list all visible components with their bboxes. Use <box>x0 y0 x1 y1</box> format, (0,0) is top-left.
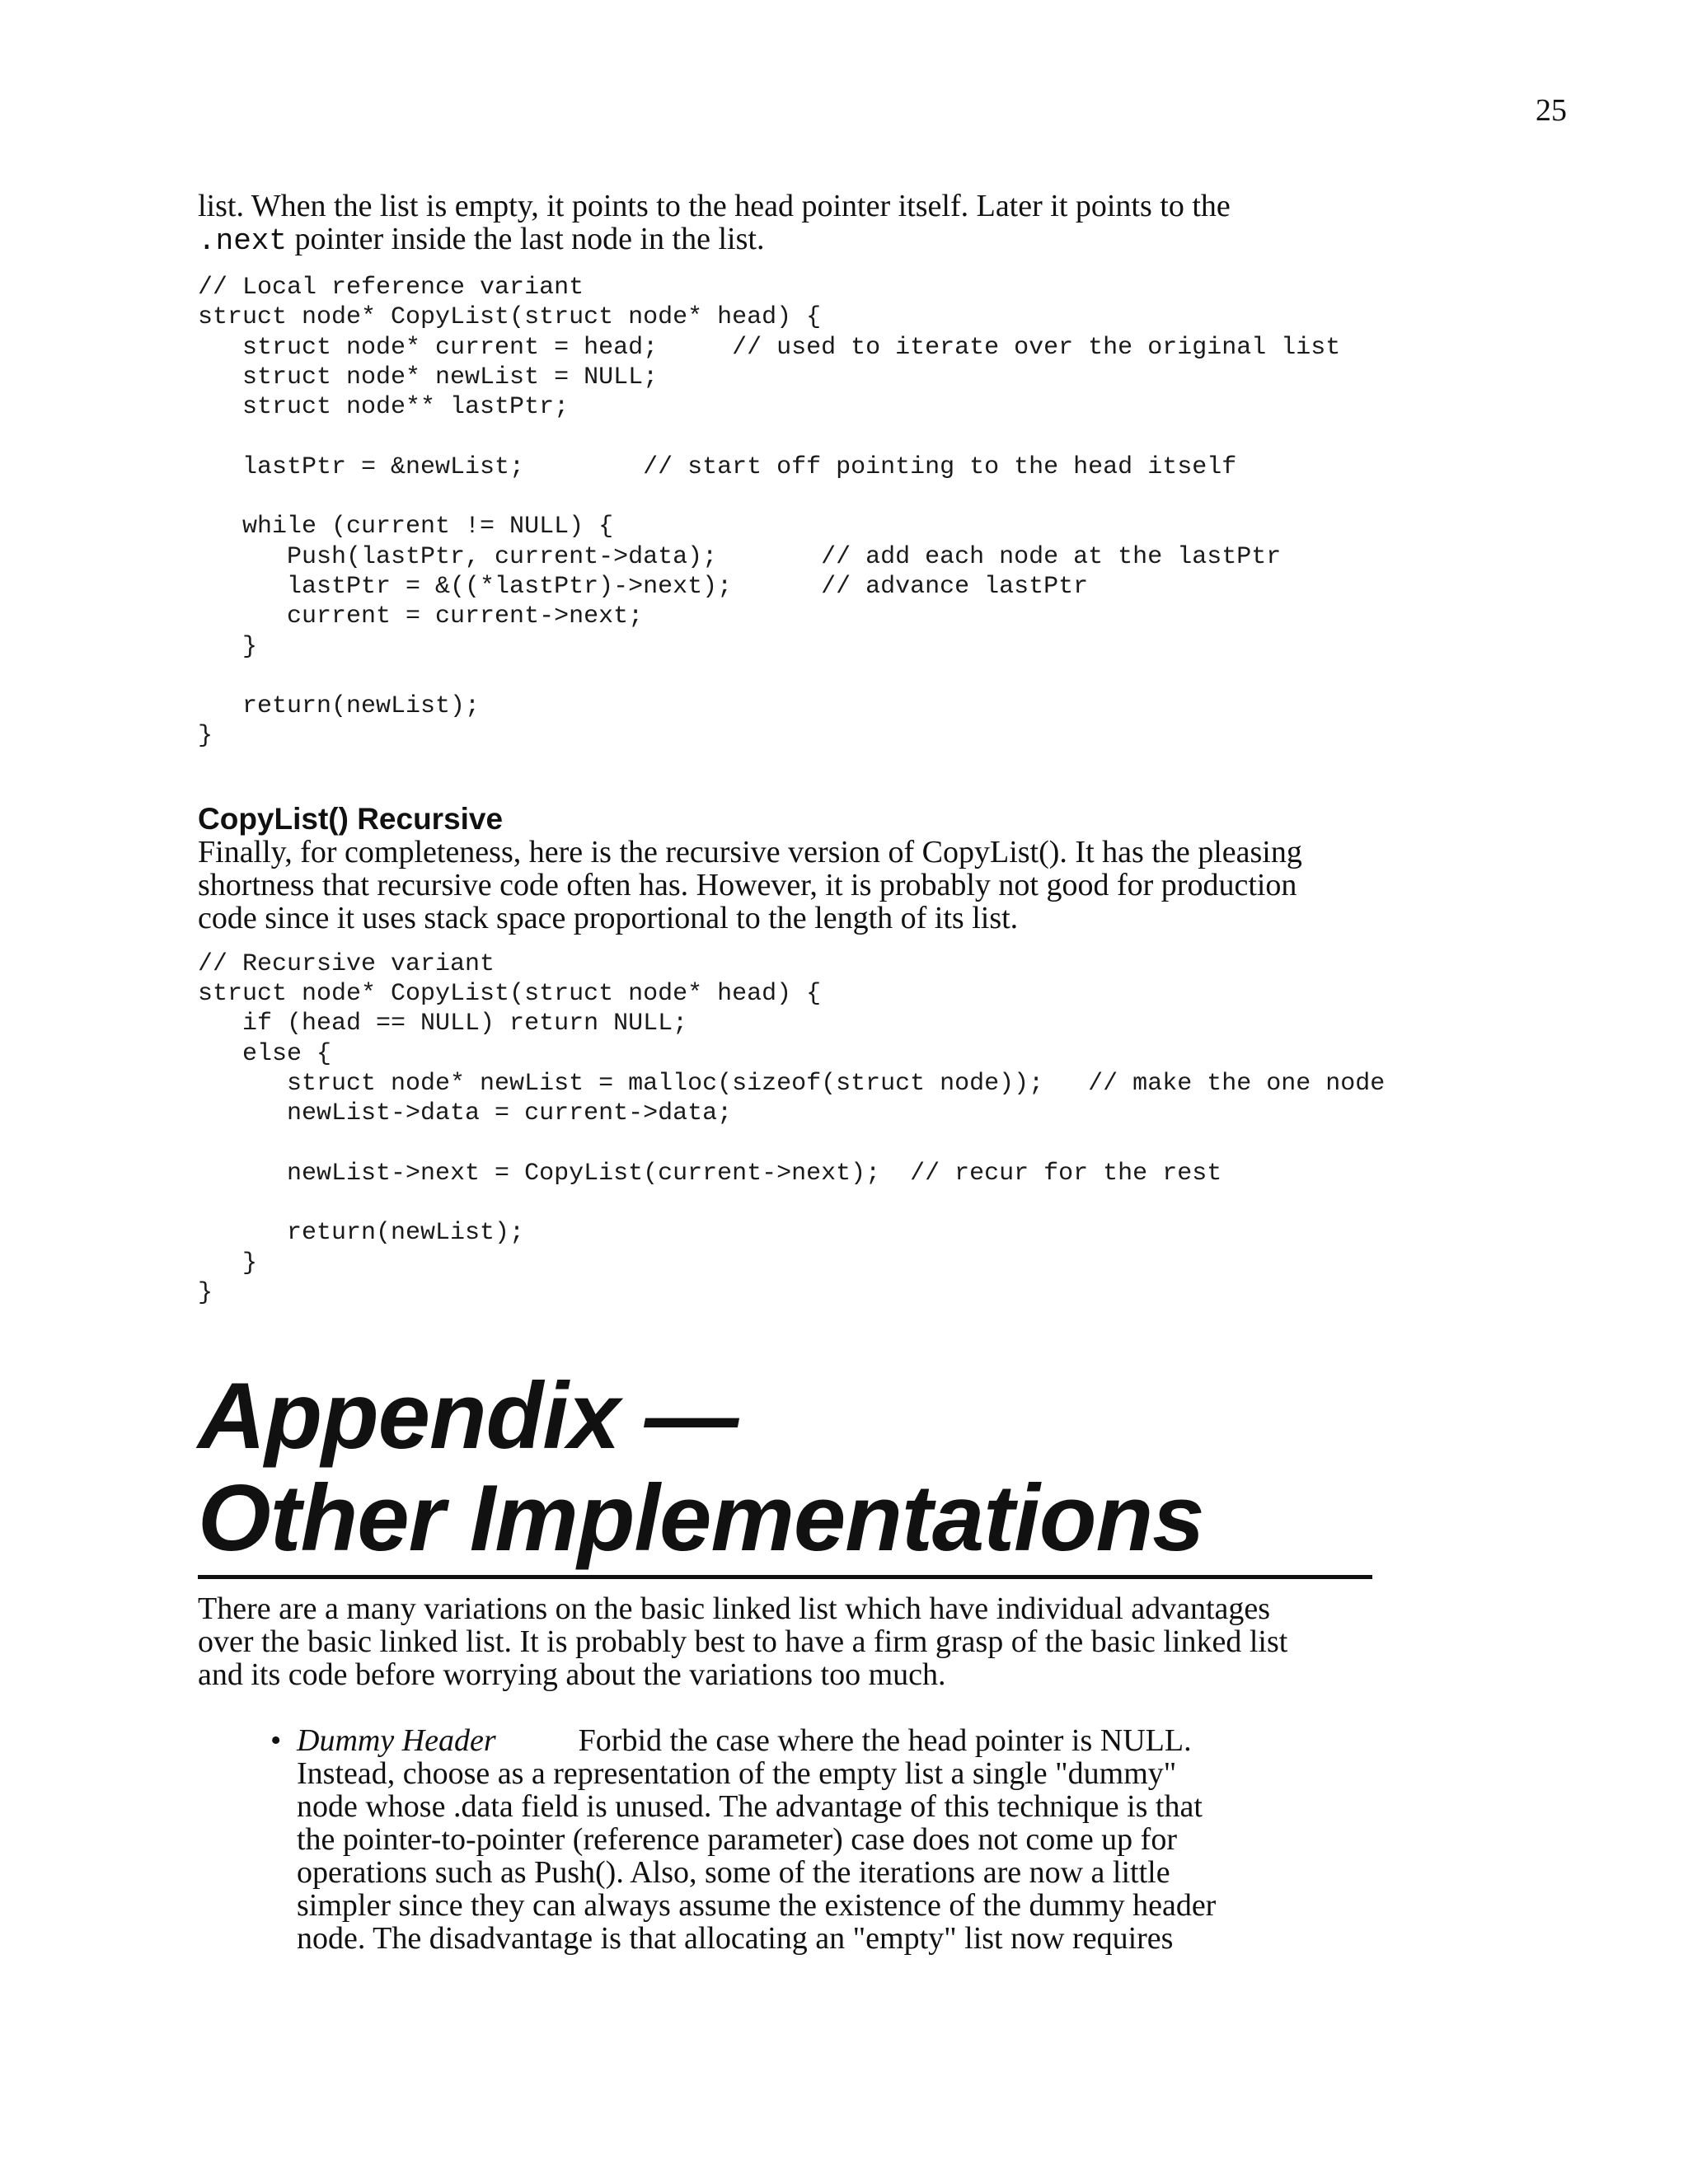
code-block-local-reference-line: struct node* CopyList(struct node* head) { <box>198 303 822 332</box>
title-underline-rule <box>198 1575 1372 1579</box>
code-block-recursive-line: struct node* CopyList(struct node* head) { <box>198 980 822 1009</box>
intro-paragraph <box>198 190 1517 258</box>
code-block-local-reference-line: while (current != NULL) { <box>198 513 614 541</box>
list-item-dummy-header <box>198 1724 1451 1955</box>
code-block-local-reference-line: Push(lastPtr, current->data); // add each node at the lastPtr <box>198 542 1282 571</box>
appendix-title-line-2: Other Implementations <box>198 1466 1204 1572</box>
code-block-local-reference-line: struct node** lastPtr; <box>198 393 570 422</box>
bullet-term: Dummy Header <box>297 1723 496 1759</box>
bullet-icon: • <box>270 1723 282 1759</box>
section-heading: CopyList() Recursive <box>198 801 504 836</box>
code-block-local-reference-line: struct node* newList = NULL; <box>198 363 659 391</box>
code-block-local-reference-line <box>198 422 1517 452</box>
inline-code-next: .next <box>198 224 288 258</box>
appendix-title-line-1: Appendix — <box>198 1364 738 1469</box>
bullet-body <box>297 1724 1451 1955</box>
code-block-recursive-line: } <box>198 1279 213 1308</box>
intro-line-1: list. When the list is empty, it points to the head pointer itself. Later it points to the <box>198 189 1231 223</box>
page-number: 25 <box>1536 93 1567 128</box>
code-block-local-reference-line: return(newList); <box>198 692 481 721</box>
code-block-recursive-line: else { <box>198 1039 332 1068</box>
code-block-recursive-line <box>198 1129 1517 1159</box>
code-block-recursive <box>198 949 1517 1309</box>
code-block-local-reference-line: lastPtr = &((*lastPtr)->next); // advance lastPtr <box>198 572 1089 601</box>
code-block-recursive-line: newList->next = CopyList(current->next); // recur for the rest <box>198 1159 1222 1188</box>
code-block-recursive-line: newList->data = current->data; <box>198 1099 733 1128</box>
code-block-recursive-line <box>198 1188 1517 1218</box>
code-block-local-reference-line: } <box>198 722 213 751</box>
appendix-paragraph: There are a many variations on the basic linked list which have individual advantages over the basic linked list. It is probably best to have a firm grasp of the basic linked list and its code before worrying about the variations too much. <box>198 1591 1288 1693</box>
code-block-recursive-line: } <box>198 1249 258 1277</box>
code-block-local-reference-line: lastPtr = &newList; // start off pointing to the head itself <box>198 452 1237 481</box>
code-block-recursive-line: // Recursive variant <box>198 949 495 978</box>
code-block-local-reference <box>198 273 1517 752</box>
code-block-local-reference-line: current = current->next; <box>198 602 644 631</box>
code-block-recursive-line: return(newList); <box>198 1219 525 1248</box>
code-block-local-reference-line: struct node* current = head; // used to iterate over the original list <box>198 333 1341 362</box>
bullet-text: Forbid the case where the head pointer is NULL. Instead, choose as a representation of the empty list a single "dummy" node whose .data field is unused. The advantage of this technique is that the pointer-to-pointer (reference parameter) case does not come up for operations such as Push(). Also, some of the iterations are now a little simpler since they can always assume the existence of the dummy header node. The disadvantage is that allocating an "empty" list now requires <box>297 1723 1217 1957</box>
code-block-local-reference-line: } <box>198 632 258 661</box>
section-paragraph: Finally, for completeness, here is the recursive version of CopyList(). It has the pleasing shortness that recursive code often has. However, it is probably not good for production code since it uses stack space proportional to the length of its list. <box>198 834 1302 935</box>
code-block-local-reference-line <box>198 482 1517 512</box>
code-block-recursive-line: if (head == NULL) return NULL; <box>198 1010 688 1038</box>
code-block-local-reference-line: // Local reference variant <box>198 274 584 302</box>
intro-line-2: pointer inside the last node in the list. <box>287 222 765 256</box>
appendix-title <box>198 1366 1517 1570</box>
page-content <box>198 190 1517 1955</box>
variations-list <box>198 1724 1517 1955</box>
code-block-recursive-line: struct node* newList = malloc(sizeof(struct node)); // make the one node <box>198 1069 1386 1098</box>
code-block-local-reference-line <box>198 662 1517 691</box>
